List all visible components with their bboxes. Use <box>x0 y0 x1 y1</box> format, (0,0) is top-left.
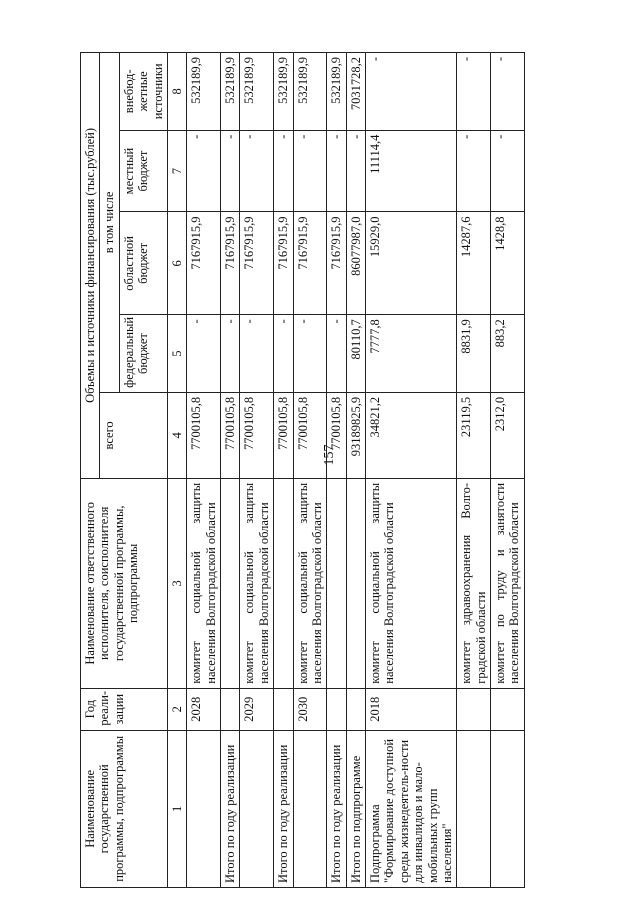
col-index: 8 <box>167 53 186 131</box>
table-row <box>346 53 365 888</box>
row-executor <box>221 478 240 688</box>
column-index-row <box>167 53 186 888</box>
table-row <box>457 53 491 888</box>
row-local: - <box>293 130 327 212</box>
row-total: 23119,5 <box>457 392 491 478</box>
row-federal: - <box>293 315 327 393</box>
row-year <box>274 688 293 730</box>
row-total: 34821,2 <box>366 392 457 478</box>
header-program: Наименование государственной программы, подпрограммы <box>81 730 168 887</box>
table-row <box>293 53 327 888</box>
row-executor: комитет здравоохранения Волго-градской области <box>457 478 491 688</box>
table-row <box>274 53 293 888</box>
row-federal: - <box>187 315 221 393</box>
row-year <box>221 688 240 730</box>
row-federal: - <box>240 315 274 393</box>
row-extra: - <box>491 53 525 131</box>
row-regional: 7167915,9 <box>293 212 327 315</box>
row-regional: 7167915,9 <box>327 212 346 315</box>
row-regional: 7167915,9 <box>274 212 293 315</box>
row-total: 7700105,8 <box>187 392 221 478</box>
row-executor: комитет социальной защиты населения Волгоградской области <box>293 478 327 688</box>
header-federal: федеральный бюджет <box>119 315 167 393</box>
row-extra: 532189,9 <box>240 53 274 131</box>
row-local: - <box>491 130 525 212</box>
col-index: 6 <box>167 212 186 315</box>
row-extra: 532189,9 <box>274 53 293 131</box>
row-extra: - <box>457 53 491 131</box>
row-regional: 15929,0 <box>366 212 457 315</box>
page-number: 157 <box>322 444 337 466</box>
table-row <box>366 53 457 888</box>
row-name: Итого по году реализации <box>327 730 346 887</box>
row-local: - <box>187 130 221 212</box>
row-extra: 532189,9 <box>327 53 346 131</box>
row-name: Подпрограмма "Формирование доступной среды жизнедеятель-ности для инвалидов и мало-мобильных групп населения" <box>366 730 457 887</box>
row-federal: 883,2 <box>491 315 525 393</box>
header-total: всего <box>100 392 168 478</box>
row-name: Итого по подпрограмме <box>346 730 365 887</box>
row-local: - <box>457 130 491 212</box>
row-local: - <box>327 130 346 212</box>
row-total: 7700105,8 <box>293 392 327 478</box>
rotated-table-container <box>80 52 620 888</box>
row-extra: 532189,9 <box>221 53 240 131</box>
col-index: 4 <box>167 392 186 478</box>
header-funding: Объемы и источники финансирования (тыс.рублей) <box>81 53 100 479</box>
row-federal: - <box>327 315 346 393</box>
row-total: 7700105,8 <box>240 392 274 478</box>
row-year: 2028 <box>187 688 221 730</box>
row-year: 2030 <box>293 688 327 730</box>
row-executor <box>327 478 346 688</box>
col-index: 7 <box>167 130 186 212</box>
row-federal: 7777,8 <box>366 315 457 393</box>
header-regional: областной бюджет <box>119 212 167 315</box>
row-executor: комитет социальной защиты населения Волгоградской области <box>240 478 274 688</box>
row-year: 2018 <box>366 688 457 730</box>
row-name <box>491 730 525 887</box>
row-local: - <box>240 130 274 212</box>
row-executor: комитет социальной защиты населения Волгоградской области <box>187 478 221 688</box>
row-local: 11114,4 <box>366 130 457 212</box>
row-name: Итого по году реализации <box>274 730 293 887</box>
row-regional: 1428,8 <box>491 212 525 315</box>
header-year: Год реали-зации <box>81 688 168 730</box>
row-extra: 532189,9 <box>293 53 327 131</box>
table-row <box>240 53 274 888</box>
header-extra: внебюд-жетные источники <box>119 53 167 131</box>
row-year <box>346 688 365 730</box>
col-index: 3 <box>167 478 186 688</box>
row-federal: 8831,9 <box>457 315 491 393</box>
row-regional: 7167915,9 <box>240 212 274 315</box>
row-regional: 14287,6 <box>457 212 491 315</box>
header-executor: Наименование ответственного исполнителя, соисполнителя государственной программы, подпрограммы <box>81 478 168 688</box>
row-federal: - <box>274 315 293 393</box>
table-row <box>491 53 525 888</box>
row-federal: - <box>221 315 240 393</box>
row-executor: комитет социальной защиты населения Волгоградской области <box>366 478 457 688</box>
funding-table <box>80 52 525 888</box>
row-year: 2029 <box>240 688 274 730</box>
row-extra: 532189,9 <box>187 53 221 131</box>
table-row <box>187 53 221 888</box>
header-including: в том числе <box>100 53 119 393</box>
row-total: 93189825,9 <box>346 392 365 478</box>
col-index: 1 <box>167 730 186 887</box>
row-local: - <box>274 130 293 212</box>
row-local: - <box>346 130 365 212</box>
row-year <box>327 688 346 730</box>
row-name <box>240 730 274 887</box>
row-name <box>293 730 327 887</box>
header-local: местный бюджет <box>119 130 167 212</box>
row-regional: 7167915,9 <box>187 212 221 315</box>
row-regional: 7167915,9 <box>221 212 240 315</box>
row-executor: комитет по труду и занятости населения Волгоградской области <box>491 478 525 688</box>
row-executor <box>274 478 293 688</box>
row-name: Итого по году реализации <box>221 730 240 887</box>
row-extra: - <box>366 53 457 131</box>
row-local: - <box>221 130 240 212</box>
col-index: 2 <box>167 688 186 730</box>
row-name <box>187 730 221 887</box>
row-extra: 7031728,2 <box>346 53 365 131</box>
row-executor <box>346 478 365 688</box>
row-total: 2312,0 <box>491 392 525 478</box>
row-year <box>457 688 491 730</box>
row-name <box>457 730 491 887</box>
row-total: 7700105,8 <box>221 392 240 478</box>
row-federal: 80110,7 <box>346 315 365 393</box>
table-row <box>327 53 346 888</box>
row-year <box>491 688 525 730</box>
row-total: 7700105,8 <box>327 392 346 478</box>
row-total: 7700105,8 <box>274 392 293 478</box>
row-regional: 86077987,0 <box>346 212 365 315</box>
table-row <box>221 53 240 888</box>
col-index: 5 <box>167 315 186 393</box>
